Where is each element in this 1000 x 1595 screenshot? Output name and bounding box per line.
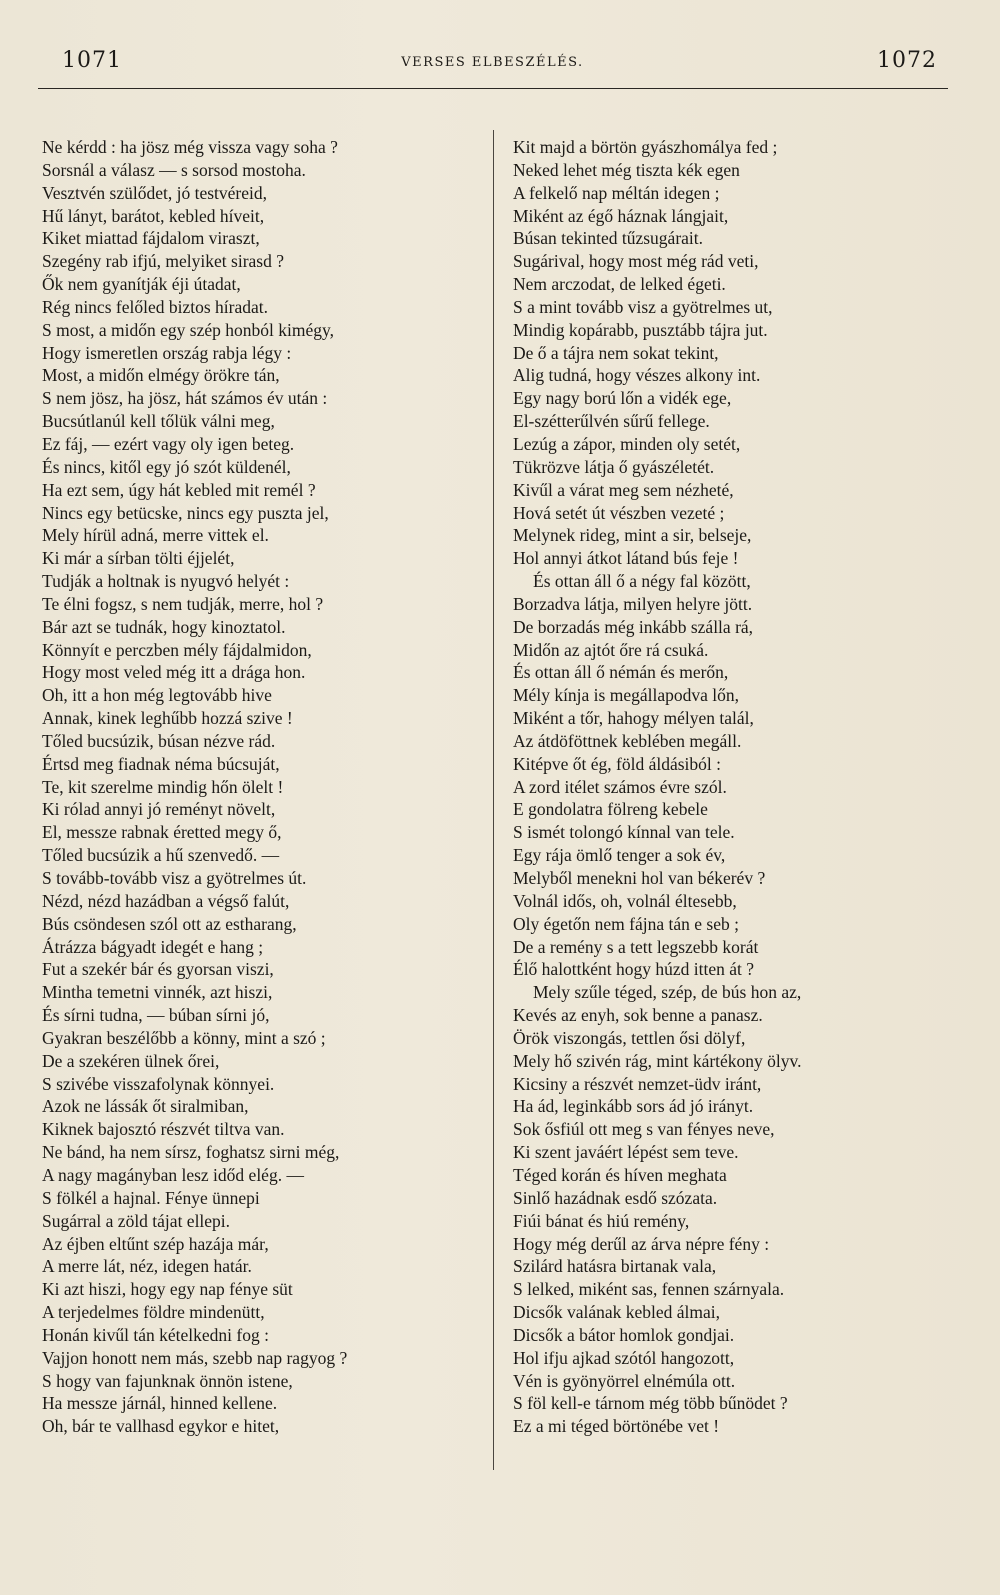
verse-line: A nagy magányban lesz időd elég. — xyxy=(42,1164,304,1185)
verse-line: Ki rólad annyi jó reményt növelt, xyxy=(42,799,276,820)
verse-line: A felkelő nap méltán idegen ; xyxy=(513,182,720,203)
verse-line: De ő a tájra nem sokat tekint, xyxy=(513,342,719,363)
verse-line: Vesztvén szülődet, jó testvéreid, xyxy=(42,182,268,203)
verse-line: Egy rája ömlő tenger a sok év, xyxy=(513,845,726,866)
verse-line: Vén is gyönyörrel elnémúla ott. xyxy=(513,1370,736,1391)
column-divider xyxy=(493,130,494,1470)
verse-line: Ki szent javáért lépést sem teve. xyxy=(513,1142,739,1163)
verse-line: Melyből menekni hol van békerév ? xyxy=(513,868,766,888)
header-rule xyxy=(38,88,948,89)
verse-line: Ők nem gyanítják éji útadat, xyxy=(42,274,241,295)
verse-line: Ki már a sírban tölti éjjelét, xyxy=(42,548,235,569)
verse-line: Kitépve őt ég, föld áldásiból : xyxy=(513,753,722,774)
verse-line: És ottan áll ő a négy fal között, xyxy=(533,571,751,592)
verse-line: Ez fáj, — ezért vagy oly igen beteg. xyxy=(42,433,295,454)
verse-line: És sírni tudna, — búban sírni jó, xyxy=(42,1005,270,1026)
verse-line: Bús csöndesen szól ott az estharang, xyxy=(42,913,297,934)
verse-line: Az átdöföttnek keblében megáll. xyxy=(513,730,742,751)
verse-line: De a remény s a tett legszebb korát xyxy=(513,936,759,957)
right-column xyxy=(513,136,953,1438)
verse-line: Mely hő szivén rág, mint kártékony ölyv. xyxy=(513,1050,802,1071)
verse-line: Oly égetőn nem fájna tán e seb ; xyxy=(513,913,739,934)
verse-line: S fölkél a hajnal. Fénye ünnepi xyxy=(42,1187,260,1208)
verse-line: Hogy most veled még itt a drága hon. xyxy=(42,662,306,683)
verse-line: Most, a midőn elmégy örökre tán, xyxy=(42,365,280,386)
verse-line: Sok ősfiúl ott meg s van fényes neve, xyxy=(513,1119,775,1140)
verse-line: Mély kínja is megállapodva lőn, xyxy=(513,685,739,706)
verse-line: És nincs, kitől egy jó szót küldenél, xyxy=(42,456,291,477)
verse-line: Téged korán és híven meghata xyxy=(513,1164,727,1185)
verse-line: S lelked, miként sas, fennen szárnyala. xyxy=(513,1279,785,1300)
verse-line: Nem arczodat, de lelked égeti. xyxy=(513,274,726,295)
verse-line: Az éjben eltűnt szép hazája már, xyxy=(42,1233,269,1254)
verse-line: Mely hírül adná, merre vittek el. xyxy=(42,525,269,546)
verse-line: Ha ezt sem, úgy hát kebled mit remél ? xyxy=(42,479,316,500)
verse-line: Mely szűle téged, szép, de bús hon az, xyxy=(533,982,802,1003)
verse-line: Búsan tekinted tűzsugárait. xyxy=(513,228,704,249)
verse-line: Dicsők valának kebled álmai, xyxy=(513,1302,721,1323)
verse-line: Hová setét út vészben vezeté ; xyxy=(513,502,725,523)
verse-line: Oh, bár te vallhasd egykor e hitet, xyxy=(42,1416,280,1437)
verse-line: S szivébe visszafolynak könnyei. xyxy=(42,1073,275,1094)
page-number-right: 1072 xyxy=(877,48,937,73)
verse-line: Egy nagy ború lőn a vidék ege, xyxy=(513,388,732,409)
verse-line: Borzadva látja, milyen helyre jött. xyxy=(513,593,753,614)
verse-line: Lezúg a zápor, minden oly setét, xyxy=(513,433,741,454)
verse-line: És ottan áll ő némán és merőn, xyxy=(513,662,729,683)
verse-line: Nincs egy betücske, nincs egy puszta jel, xyxy=(42,502,329,523)
verse-line: S most, a midőn egy szép honból kimégy, xyxy=(42,319,334,340)
verse-line: Tudják a holtnak is nyugvó helyét : xyxy=(42,571,290,592)
running-title: VERSES ELBESZÉLÉS. xyxy=(401,55,584,70)
verse-line: Értsd meg fiadnak néma búcsuját, xyxy=(42,753,280,774)
verse-line: S tovább-tovább visz a gyötrelmes út. xyxy=(42,868,307,888)
verse-line: Midőn az ajtót őre rá csuká. xyxy=(513,639,709,660)
verse-line: Kiket miattad fájdalom viraszt, xyxy=(42,228,260,249)
verse-line: Hol annyi átkot látand bús feje ! xyxy=(513,548,739,569)
verse-line: Ne kérdd : ha jösz még vissza vagy soha ? xyxy=(42,137,338,157)
verse-line: Átrázza bágyadt idegét e hang ; xyxy=(42,936,264,957)
verse-line: Hű lányt, barátot, kebled híveit, xyxy=(42,205,265,226)
verse-line: Fut a szekér bár és gyorsan viszi, xyxy=(42,959,274,980)
verse-line: Sugárral a zöld tájat ellepi. xyxy=(42,1210,231,1231)
verse-line: Ez a mi téged börtönébe vet ! xyxy=(513,1416,720,1437)
verse-line: Élő halottként hogy húzd itten át ? xyxy=(513,959,755,980)
verse-line: S ismét tolongó kínnal van tele. xyxy=(513,822,735,843)
verse-line: El-szétterűlvén sűrű fellege. xyxy=(513,411,710,432)
verse-line: Gyakran beszélőbb a könny, mint a szó ; xyxy=(42,1027,326,1048)
verse-line: Nézd, nézd hazádban a végső falút, xyxy=(42,890,290,911)
verse-line: De a szekéren ülnek őrei, xyxy=(42,1050,220,1071)
verse-line: Te, kit szerelme mindig hőn ölelt ! xyxy=(42,776,284,797)
verse-line: Sinlő hazádnak esdő szózata. xyxy=(513,1187,718,1208)
verse-line: Bár azt se tudnák, hogy kinoztatol. xyxy=(42,616,286,637)
verse-line: Sugárival, hogy most még rád veti, xyxy=(513,251,759,272)
verse-line: Ha ád, leginkább sors ád jó irányt. xyxy=(513,1096,754,1117)
verse-line: Mindig kopárabb, pusztább tájra jut. xyxy=(513,319,768,340)
verse-line: Hogy ismeretlen ország rabja légy : xyxy=(42,342,292,363)
verse-line: Vajjon honott nem más, szebb nap ragyog ? xyxy=(42,1347,348,1368)
verse-line: Azok ne lássák őt siralmiban, xyxy=(42,1096,249,1117)
verse-line: Tőled bucsúzik a hű szenvedő. — xyxy=(42,845,280,866)
verse-line: Honán kivűl tán kételkedni fog : xyxy=(42,1324,269,1345)
verse-line: Ha messze járnál, hinned kellene. xyxy=(42,1393,278,1414)
verse-line: Miként az égő háznak lángjait, xyxy=(513,205,729,226)
verse-line: Szilárd hatásra birtanak vala, xyxy=(513,1256,717,1277)
verse-line: S föl kell-e tárnom még több bűnödet ? xyxy=(513,1393,788,1414)
verse-line: Sorsnál a válasz — s sorsod mostoha. xyxy=(42,159,306,180)
verse-line: Kiknek bajosztó részvét tiltva van. xyxy=(42,1119,285,1140)
verse-line: A zord itélet számos évre szól. xyxy=(513,776,727,797)
verse-line: Kivűl a várat meg sem nézheté, xyxy=(513,479,734,500)
verse-line: Kevés az enyh, sok benne a panasz. xyxy=(513,1005,763,1026)
verse-line: Kicsiny a részvét nemzet-üdv iránt, xyxy=(513,1073,762,1094)
verse-line: Szegény rab ifjú, melyiket sirasd ? xyxy=(42,251,285,272)
page-header xyxy=(40,48,945,88)
verse-line: S hogy van fajunknak önnön istene, xyxy=(42,1370,293,1391)
verse-line: Ne bánd, ha nem sírsz, foghatsz sirni még, xyxy=(42,1142,340,1163)
verse-line: Könnyít e perczben mély fájdalmidon, xyxy=(42,639,312,660)
verse-line: Volnál idős, oh, volnál éltesebb, xyxy=(513,890,737,911)
verse-line: Tükrözve látja ő gyászéletét. xyxy=(513,456,715,477)
verse-line: De borzadás még inkább szálla rá, xyxy=(513,616,754,637)
verse-line: Neked lehet még tiszta kék egen xyxy=(513,159,740,180)
verse-line: Bucsútlanúl kell tőlük válni meg, xyxy=(42,411,275,432)
verse-line: S a mint tovább visz a gyötrelmes ut, xyxy=(513,296,773,317)
left-column xyxy=(42,136,482,1438)
page-number-left: 1071 xyxy=(62,48,122,73)
verse-line: Örök viszongás, tettlen ősi dölyf, xyxy=(513,1027,746,1048)
verse-line: Mintha temetni vinnék, azt hiszi, xyxy=(42,982,273,1003)
verse-line: Te élni fogsz, s nem tudják, merre, hol ? xyxy=(42,593,324,614)
verse-line: Alig tudná, hogy vészes alkony int. xyxy=(513,365,761,386)
verse-line: Miként a tőr, hahogy mélyen talál, xyxy=(513,708,754,729)
verse-line: Rég nincs felőled biztos híradat. xyxy=(42,296,268,317)
verse-line: Ki azt hiszi, hogy egy nap fénye süt xyxy=(42,1279,293,1300)
verse-line: E gondolatra fölreng kebele xyxy=(513,799,708,820)
verse-line: Fiúi bánat és hiú remény, xyxy=(513,1210,690,1231)
verse-line: El, messze rabnak éretted megy ő, xyxy=(42,822,282,843)
verse-line: Hogy még derűl az árva népre fény : xyxy=(513,1233,770,1254)
verse-line: A terjedelmes földre mindenütt, xyxy=(42,1302,265,1323)
verse-line: Dicsők a bátor homlok gondjai. xyxy=(513,1324,735,1345)
verse-line: Annak, kinek leghűbb hozzá szive ! xyxy=(42,708,293,729)
verse-line: Kit majd a börtön gyászhomálya fed ; xyxy=(513,137,778,157)
verse-line: S nem jösz, ha jösz, hát számos év után : xyxy=(42,388,328,409)
verse-line: Tőled bucsúzik, búsan nézve rád. xyxy=(42,730,276,751)
verse-line: A merre lát, néz, idegen határ. xyxy=(42,1256,252,1277)
verse-line: Hol ifju ajkad szótól hangozott, xyxy=(513,1347,735,1368)
verse-line: Oh, itt a hon még legtovább hive xyxy=(42,685,272,706)
verse-line: Melynek rideg, mint a sir, belseje, xyxy=(513,525,752,546)
